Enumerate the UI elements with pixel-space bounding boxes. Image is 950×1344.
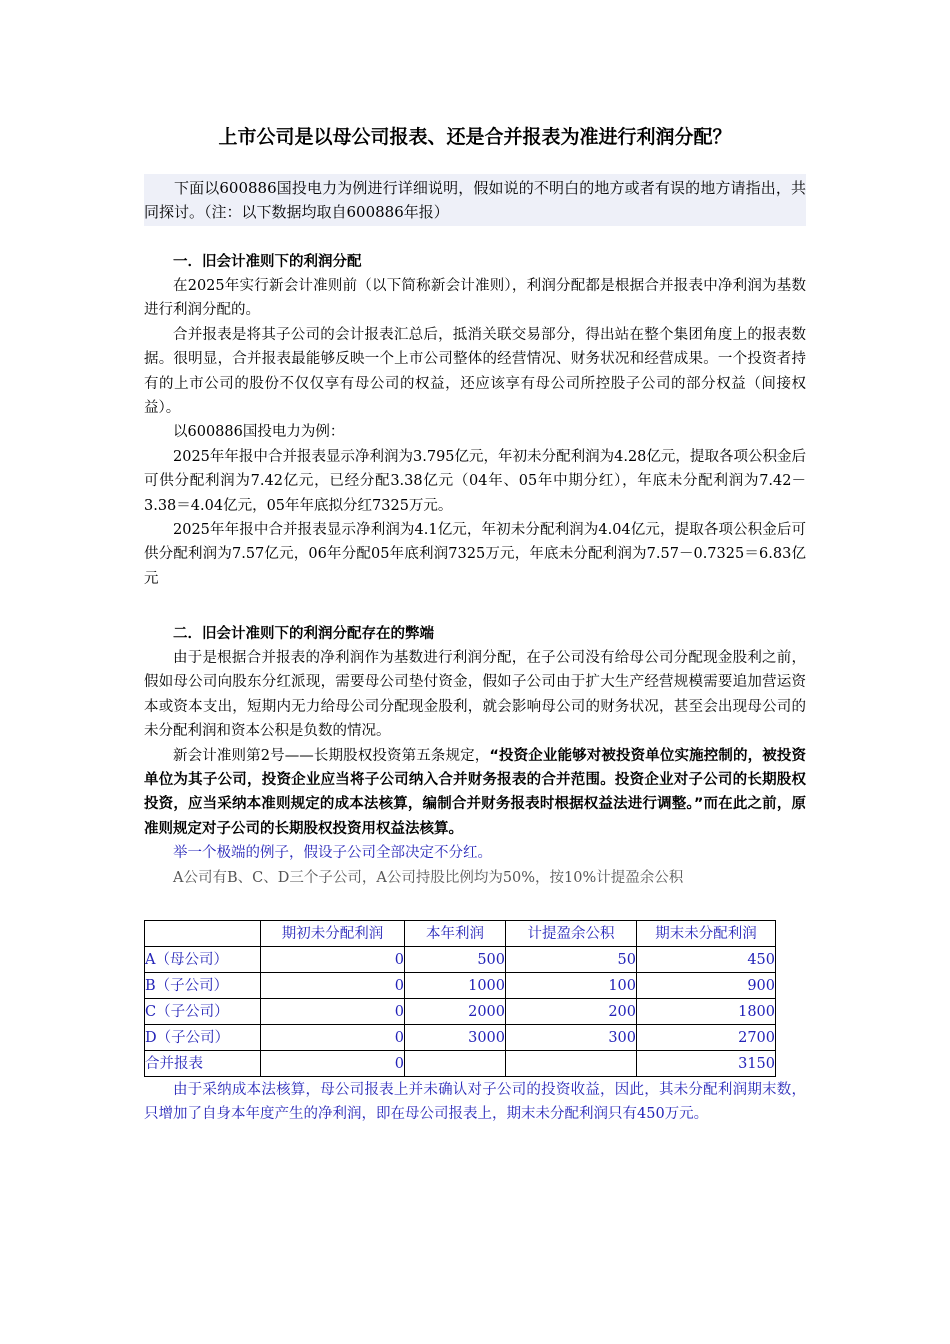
section-2-paragraph-2 — [144, 744, 806, 842]
document-title: 上市公司是以母公司报表、还是合并报表为准进行利润分配？ — [218, 126, 732, 148]
table-cell: 3150 — [637, 1051, 776, 1077]
table-cell — [405, 1051, 506, 1077]
table-row — [145, 973, 776, 999]
section-2-quote: “投资企业能够对被投资单位实施控制的，被投资单位为其子公司，投资企业应当将子公司纳入合并财务报表的合并范围。投资企业对子公司的长期股权投资，应当采纳本准则规定的成本法核算，编制合并财务报表时根据权益法进行调整。”而在此之前，原准则规定对子公司的长期股权投资用权益法核算。 — [144, 747, 806, 837]
table-row — [145, 1051, 776, 1077]
section-1-heading: 一．旧会计准则下的利润分配 — [173, 254, 362, 270]
profit-table — [144, 920, 776, 1077]
table-cell: 300 — [506, 1025, 637, 1051]
conclusion-paragraph: 由于采纳成本法核算，母公司报表上并未确认对子公司的投资收益，因此，其未分配利润期末数，只增加了自身本年度产生的净利润，即在母公司报表上，期末未分配利润只有450万元。 — [144, 1082, 806, 1123]
table-header-row — [145, 921, 776, 947]
table-row-label: A（母公司） — [145, 947, 261, 973]
table-row-label: 合并报表 — [145, 1051, 261, 1077]
table-header-cell — [145, 921, 261, 947]
table-row — [145, 1025, 776, 1051]
table-row — [145, 999, 776, 1025]
table-row-label: B（子公司） — [145, 973, 261, 999]
section-1-paragraph-2: 合并报表是将其子公司的会计报表汇总后，抵消关联交易部分，得出站在整个集团角度上的报表数据。很明显，合并报表最能够反映一个上市公司整体的经营情况、财务状况和经营成果。一个投资者持有的上市公司的股份不仅仅享有母公司的权益，还应该享有母公司所控股子公司的部分权益（间接权益）。 — [144, 326, 806, 417]
table-cell: 100 — [506, 973, 637, 999]
table-cell: 500 — [405, 947, 506, 973]
table-header-cell: 计提盈余公积 — [506, 921, 637, 947]
table-header-cell: 期末未分配利润 — [637, 921, 776, 947]
table-cell: 0 — [261, 973, 405, 999]
table-row-label: C（子公司） — [145, 999, 261, 1025]
table-cell: 450 — [637, 947, 776, 973]
section-2-paragraph-1: 由于是根据合并报表的净利润作为基数进行利润分配，在子公司没有给母公司分配现金股利之前，假如母公司向股东分红派现，需要母公司垫付资金，假如子公司由于扩大生产经营规模需要追加营运资本或资本支出，短期内无力给母公司分配现金股利，就会影响母公司的财务状况，甚至会出现母公司的未分配利润和资本公积是负数的情况。 — [144, 650, 806, 740]
table-cell: 0 — [261, 999, 405, 1025]
section-1-paragraph-1: 在2025年实行新会计准则前（以下简称新会计准则），利润分配都是根据合并报表中净利润为基数进行利润分配的。 — [144, 278, 806, 319]
section-1-paragraph-5: 2025年年报中合并报表显示净利润为4.1亿元，年初未分配利润为4.04亿元，提取各项公积金后可供分配利润为7.57亿元，06年分配05年底利润7325万元，年底未分配利润为7.57－0.7325＝6.83亿元 — [144, 522, 806, 587]
table-cell: 1000 — [405, 973, 506, 999]
table-cell: 0 — [261, 1025, 405, 1051]
section-2-lead: 新会计准则第2号——长期股权投资第五条规定， — [173, 747, 490, 764]
table-cell: 2000 — [405, 999, 506, 1025]
section-1 — [144, 250, 806, 591]
example-intro: 举一个极端的例子，假设子公司全部决定不分红。 — [173, 845, 492, 862]
section-2 — [144, 622, 806, 890]
table-cell: 1800 — [637, 999, 776, 1025]
table-header-cell: 本年利润 — [405, 921, 506, 947]
table-cell: 200 — [506, 999, 637, 1025]
table-cell: 0 — [261, 1051, 405, 1077]
intro-paragraph — [144, 174, 806, 226]
table-cell: 2700 — [637, 1025, 776, 1051]
table-caption: A公司有B、C、D三个子公司，A公司持股比例均为50%，按10%计提盈余公积 — [173, 869, 684, 886]
section-1-paragraph-4: 2025年年报中合并报表显示净利润为3.795亿元，年初未分配利润为4.28亿元，提取各项公积金后可供分配利润为7.42亿元，已经分配3.38亿元（04年、05年中期分红），年底未分配利润为7.42－3.38＝4.04亿元，05年年底拟分红7325万元。 — [144, 448, 806, 514]
table-header-cell: 期初未分配利润 — [261, 921, 405, 947]
table-cell: 3000 — [405, 1025, 506, 1051]
section-2-heading: 二．旧会计准则下的利润分配存在的弊端 — [173, 626, 434, 642]
table-cell — [506, 1051, 637, 1077]
conclusion — [144, 1078, 806, 1127]
table-cell: 0 — [261, 947, 405, 973]
table-cell: 50 — [506, 947, 637, 973]
table-row — [145, 947, 776, 973]
table-row-label: D（子公司） — [145, 1025, 261, 1051]
table-cell: 900 — [637, 973, 776, 999]
intro-text: 下面以600886国投电力为例进行详细说明，假如说的不明白的地方或者有误的地方请指出，共同探讨。（注：以下数据均取自600886年报） — [144, 179, 806, 221]
section-1-paragraph-3: 以600886国投电力为例： — [173, 424, 345, 441]
